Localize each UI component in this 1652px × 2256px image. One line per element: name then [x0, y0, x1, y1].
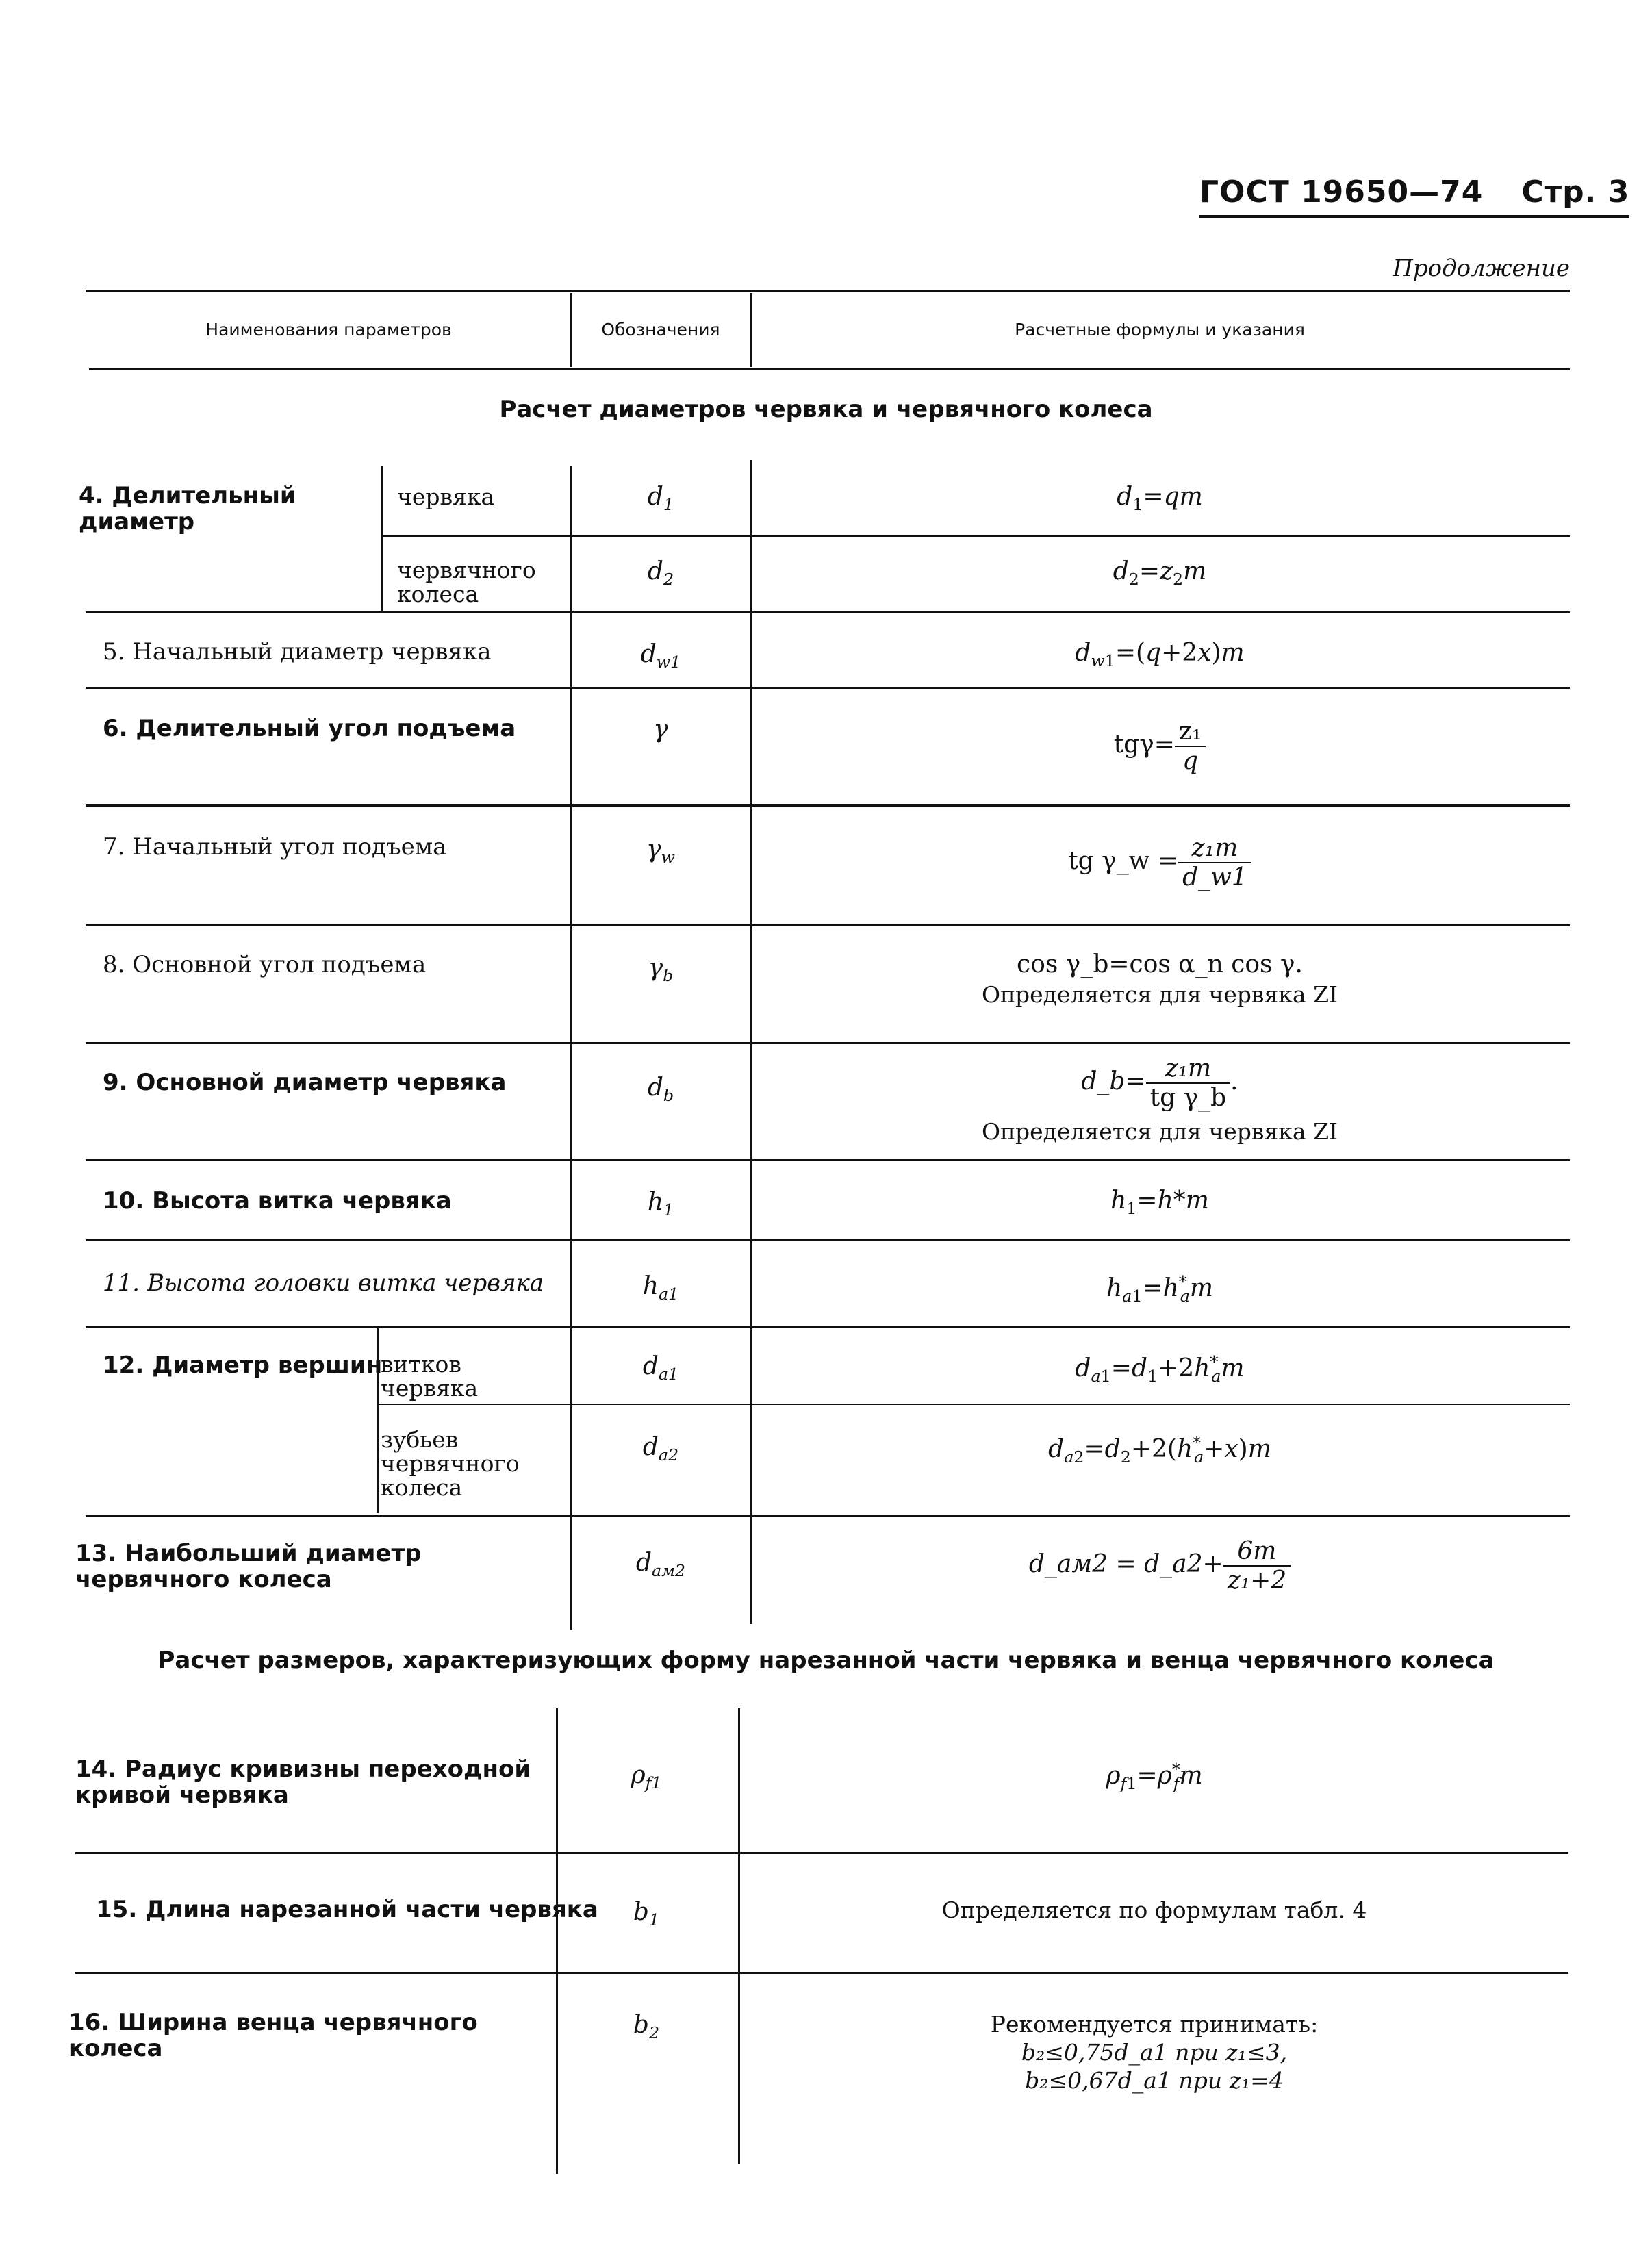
formula-rho-f1: $\rho_{f1}=\rho^*_fm$	[1106, 1760, 1203, 1794]
symbol-rho-f1: $\rho_{f1}$	[631, 1761, 662, 1793]
page-header	[1199, 175, 1629, 218]
row12-bottom-rule	[86, 1515, 1570, 1517]
param-14-name: 14. Радиус кривизны переходной кривой червяка	[75, 1756, 531, 1809]
note-row-8: Определяется для червяка ZI	[981, 981, 1338, 1008]
formula-dam2: d_aм2 = d_a2+ $\frac{6m}{\text{z₁+2}}$	[752, 1537, 1567, 1595]
row9-bottom-rule	[86, 1159, 1570, 1161]
column-header-name: Наименования параметров	[205, 320, 452, 340]
formula-db: d_b= $\frac{\text{z₁m}}{\text{tg γ\_b}}$ .	[1081, 1054, 1238, 1112]
param-16-name: 16. Ширина венца червячного колеса	[68, 2009, 478, 2062]
row12-sub-rule	[377, 1404, 1570, 1405]
formula-d1: $d_1=qm$	[1117, 483, 1203, 515]
formula-da2: $d_{a2}=d_2+2(h^*_a+x)m$	[1048, 1433, 1271, 1467]
param-11-name: 11. Высота головки витка червяка	[103, 1269, 544, 1297]
symbol-dw1: $d_{w1}$	[640, 640, 681, 672]
param-4-name: 4. Делительный диаметр	[79, 482, 296, 535]
note-row-15: Определяется по формулам табл. 4	[941, 1897, 1367, 1923]
param-6-name: 6. Делительный угол подъема	[103, 715, 516, 742]
row14-bottom-rule	[75, 1852, 1568, 1854]
formula-da1: $d_{a1}=d_1+2h^*_am$	[1075, 1352, 1245, 1386]
formula-ha1: $h_{a1}=h^*_am$	[1106, 1272, 1214, 1306]
table-top-rule	[86, 290, 1570, 292]
symbol-h1: $h_1$	[647, 1188, 674, 1220]
row10-bottom-rule	[86, 1239, 1570, 1241]
formula-dw1: $d_{w1}=(q+2x)m$	[1075, 639, 1245, 671]
formula-tg-gamma-w: tg γ_w = $\frac{\text{z₁m}}{d\_w1}$	[752, 834, 1567, 891]
param-4-sub-wheel: червячного колеса	[397, 557, 536, 607]
row12-sub-divider	[377, 1328, 379, 1513]
row4-bottom-rule	[86, 611, 1570, 613]
param-15-name: 15. Длина нарезанной части червяка	[96, 1896, 598, 1923]
column-header-formula: Расчетные формулы и указания	[1015, 320, 1305, 340]
param-12-sub-turns: витков червяка	[381, 1351, 479, 1402]
section-title-diameters: Расчет диаметров червяка и червячного колеса	[499, 396, 1153, 423]
symbol-ha1: $h_{a1}$	[642, 1272, 679, 1304]
param-7-name: 7. Начальный угол подъема	[103, 833, 447, 861]
formula-h1: $h_1=h*m$	[1110, 1187, 1209, 1219]
formula-tg-gamma: tgγ= $\frac{\text{z₁}}{q}$	[752, 718, 1567, 775]
formula-d2: $d_2=z_2m$	[1113, 557, 1207, 590]
note-row-9: Определяется для червяка ZI	[981, 1118, 1338, 1145]
symbol-da1: $d_{a1}$	[642, 1352, 679, 1384]
standard-number: ГОСТ 19650—74	[1199, 175, 1484, 210]
symbol-gamma-w: $\gamma_w$	[646, 835, 675, 867]
row7-bottom-rule	[86, 924, 1570, 926]
formula-cos-gamma-b: cos γ_b=cos α_n cos γ.	[1017, 950, 1303, 978]
row8-bottom-rule	[86, 1042, 1570, 1044]
row15-bottom-rule	[75, 1972, 1568, 1974]
param-13-name: 13. Наибольший диаметр червячного колеса	[75, 1540, 422, 1593]
symbol-da2: $d_{a2}$	[642, 1433, 679, 1465]
symbol-b2: $b_2$	[633, 2011, 660, 2043]
param-12-name: 12. Диаметр вершин	[103, 1352, 383, 1379]
section-title-shape: Расчет размеров, характеризующих форму нарезанной части червяка и венца червячного колеса	[157, 1647, 1495, 1674]
header-bottom-rule	[89, 368, 1570, 370]
symbol-b1: $b_1$	[633, 1898, 660, 1930]
param-5-name: 5. Начальный диаметр червяка	[103, 638, 492, 666]
symbol-dam2: $d_{aм2}$	[635, 1549, 685, 1581]
row11-bottom-rule	[86, 1326, 1570, 1328]
continuation-label: Продолжение	[1393, 255, 1570, 282]
param-4-sub-worm: червяка	[397, 483, 495, 510]
symbol-gamma: γ	[653, 715, 668, 744]
symbol-d2: $d_2$	[647, 557, 674, 590]
note-row-16-line2: b₂≤0,67d_a1 при z₁=4	[1025, 2067, 1284, 2094]
param-12-sub-teeth: зубьев червячного колеса	[381, 1426, 520, 1501]
symbol-db: $d_b$	[647, 1074, 674, 1106]
column-header-symbol: Обозначения	[601, 320, 720, 340]
param-8-name: 8. Основной угол подъема	[103, 951, 427, 978]
note-row-16-line1: b₂≤0,75d_a1 при z₁≤3,	[1021, 2039, 1288, 2066]
row5-bottom-rule	[86, 687, 1570, 689]
row4-sub-rule	[381, 535, 1570, 537]
symbol-d1: $d_1$	[647, 483, 674, 515]
row4-sub-divider	[381, 466, 383, 611]
note-row-16-title: Рекомендуется принимать:	[990, 2011, 1319, 2038]
symbol-gamma-b: $\gamma_b$	[648, 954, 674, 986]
param-9-name: 9. Основной диаметр червяка	[103, 1069, 507, 1096]
page-number: Стр. 3	[1521, 175, 1630, 210]
row6-bottom-rule	[86, 804, 1570, 807]
param-10-name: 10. Высота витка червяка	[103, 1187, 452, 1215]
